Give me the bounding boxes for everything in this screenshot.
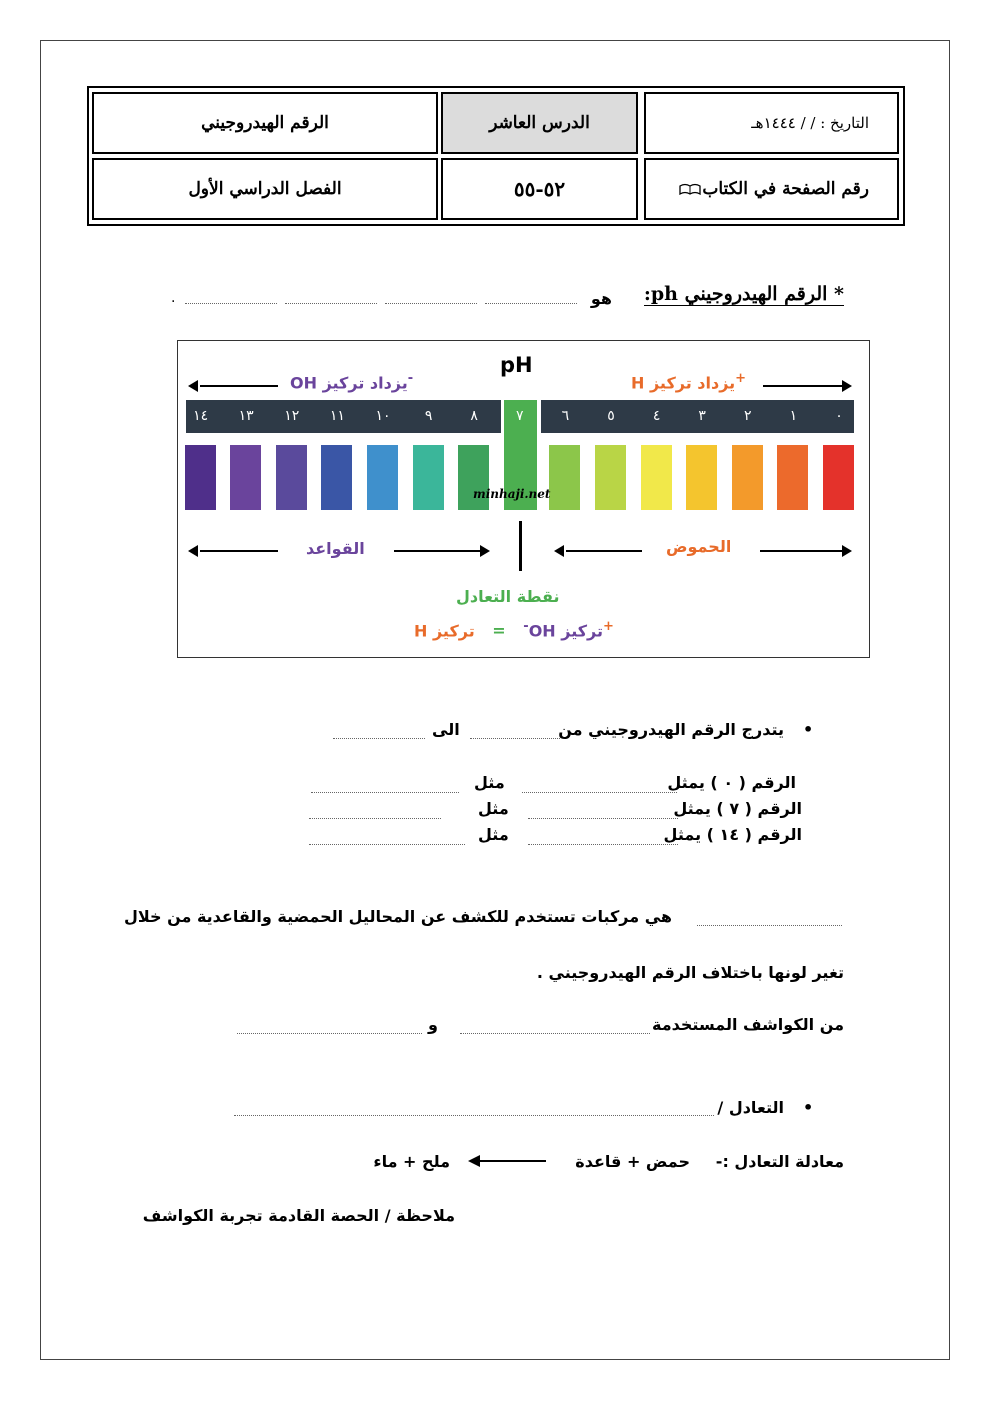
date-cell	[644, 92, 899, 154]
indicators-used: من الكواشف المستخدمة	[652, 1015, 844, 1034]
header-table	[87, 86, 905, 226]
bases-arrow-right-line	[394, 550, 482, 552]
acids-arrow-left-line	[566, 550, 642, 552]
watermark: minhaji.net	[473, 487, 551, 501]
number-row-example-blank-1[interactable]	[309, 818, 441, 819]
ph-swatch-1	[777, 445, 808, 510]
number-row-example-0: مثل	[474, 773, 505, 792]
ph-number-4: ٤	[652, 408, 661, 424]
definition-term: * الرقم الهيدروجيني ph:	[643, 283, 844, 305]
lesson-number: الدرس العاشر	[489, 113, 590, 133]
equation-arrow-line	[480, 1160, 546, 1162]
ph-swatch-6	[549, 445, 580, 510]
number-row-meaning-blank-1[interactable]	[528, 818, 678, 819]
definition-blank-1[interactable]	[485, 303, 577, 304]
date-label: التاريخ : / / ١٤٤٤هـ	[751, 114, 869, 132]
equation-label: معادلة التعادل :-	[715, 1152, 844, 1171]
neutral-point-label: نقطة التعادل	[456, 587, 560, 606]
pages-range: ٥٢-٥٥	[513, 177, 566, 201]
ph-number-3: ٣	[698, 408, 706, 424]
eq-equals: =	[492, 621, 506, 641]
number-row-meaning-blank-0[interactable]	[522, 792, 677, 793]
page-label: رقم الصفحة في الكتاب	[702, 179, 869, 199]
indicator-blank-1[interactable]	[460, 1033, 650, 1034]
number-row-example-blank-0[interactable]	[311, 792, 459, 793]
ph-number-8: ٨	[470, 408, 478, 424]
number-row-example-blank-2[interactable]	[309, 844, 465, 845]
ph-number-0: ٠	[835, 408, 843, 424]
bases-label: القواعد	[306, 539, 365, 558]
equation-reactants: حمض + قاعدة	[575, 1152, 690, 1171]
neutralization-bullet: •	[803, 1098, 814, 1117]
range-to-blank[interactable]	[333, 738, 425, 739]
bases-arrow-right-head	[480, 545, 490, 557]
ph-number-2: ٢	[744, 408, 752, 424]
acid-top-arrow-head	[842, 380, 852, 392]
ph-swatch-3	[686, 445, 717, 510]
oh-increase-text: يزداد تركيز OH	[290, 373, 408, 393]
semester: الفصل الدراسي الأول	[188, 179, 342, 199]
note: ملاحظة / الحصة القادمة تجربة الكواشف	[142, 1206, 455, 1225]
definition-blank-2[interactable]	[385, 303, 477, 304]
ph-swatch-0	[823, 445, 854, 510]
ph-number-12: ١٢	[284, 408, 300, 424]
bases-arrow-left-line	[200, 550, 278, 552]
number-row-label-2: الرقم ( ١٤ ) يمثل	[663, 825, 802, 844]
pages-cell	[441, 158, 638, 220]
acids-label: الحموض	[666, 537, 732, 556]
ph-swatch-9	[413, 445, 444, 510]
ph-swatch-5	[595, 445, 626, 510]
indicators-term-blank[interactable]	[697, 925, 842, 926]
range-lead: يتدرج الرقم الهيدروجيني من	[558, 720, 784, 739]
number-row-example-2: مثل	[478, 825, 509, 844]
acid-top-arrow-line	[763, 385, 848, 387]
range-bullet: •	[803, 720, 814, 739]
base-top-arrow-head	[188, 380, 198, 392]
page-cell	[644, 158, 899, 220]
definition-end: .	[171, 290, 176, 306]
h-increase-label	[631, 371, 746, 392]
book-icon	[679, 183, 701, 195]
definition-row	[144, 283, 844, 313]
acids-arrow-left-head	[554, 545, 564, 557]
indicators-and: و	[428, 1015, 438, 1034]
indicators-line-2: تغير لونها باختلاف الرقم الهيدروجيني .	[536, 963, 844, 982]
ph-number-10: ١٠	[375, 408, 391, 424]
number-row-label-0: الرقم ( ٠ ) يمثل	[667, 773, 796, 792]
ph-swatch-10	[367, 445, 398, 510]
semester-cell	[92, 158, 438, 220]
range-to: الى	[432, 720, 460, 739]
number-row-meaning-blank-2[interactable]	[528, 844, 678, 845]
ph-number-1: ١	[789, 408, 798, 424]
ph-number-5: ٥	[607, 408, 615, 424]
eq-h-plus: +	[603, 619, 614, 634]
ph-number-9: ٩	[424, 408, 433, 424]
ph-number-14: ١٤	[193, 408, 209, 424]
ph-number-13: ١٣	[238, 408, 254, 424]
ph-number-7: ٧	[516, 408, 524, 424]
ph-chart	[177, 340, 870, 658]
definition-is: هو	[590, 289, 612, 308]
indicators-line-1: هي مركبات تستخدم للكشف عن المحاليل الحمضية والقاعدية من خلال	[123, 907, 672, 926]
ph-swatch-11	[321, 445, 352, 510]
oh-minus: -	[407, 371, 414, 386]
definition-blank-4[interactable]	[185, 303, 277, 304]
acids-arrow-right-line	[760, 550, 848, 552]
neutralization-blank[interactable]	[234, 1115, 714, 1116]
ph-swatch-14	[185, 445, 216, 510]
equation-arrow-head	[468, 1155, 480, 1167]
neutralization-label: التعادل /	[717, 1098, 784, 1117]
ph-swatch-2	[732, 445, 763, 510]
ph-number-11: ١١	[329, 408, 345, 424]
base-top-arrow-line	[200, 385, 278, 387]
equal-concentration-row	[414, 619, 614, 640]
lesson-title-cell	[92, 92, 438, 154]
ph-swatch-12	[276, 445, 307, 510]
ph-swatch-13	[230, 445, 261, 510]
equation-products: ملح + ماء	[373, 1152, 450, 1171]
number-row-label-1: الرقم ( ٧ ) يمثل	[673, 799, 802, 818]
eq-oh-text: تركيز OH	[528, 621, 604, 641]
definition-blank-3[interactable]	[285, 303, 377, 304]
acids-arrow-right-head	[842, 545, 852, 557]
ph-number-6: ٦	[561, 408, 570, 424]
h-increase-text: يزداد تركيز H	[631, 373, 736, 393]
bases-arrow-left-head	[188, 545, 198, 557]
eq-oh-minus: -	[523, 619, 529, 634]
ph-title: pH	[500, 353, 533, 377]
oh-increase-label	[290, 371, 413, 392]
lesson-title: الرقم الهيدروجيني	[201, 113, 329, 133]
h-plus: +	[735, 371, 747, 386]
eq-h-text: تركيز H	[414, 621, 475, 641]
indicator-blank-2[interactable]	[237, 1033, 422, 1034]
range-from-blank[interactable]	[470, 738, 560, 739]
lesson-number-cell	[441, 92, 638, 154]
ph-swatch-4	[641, 445, 672, 510]
neutral-divider	[519, 521, 522, 571]
number-row-example-1: مثل	[478, 799, 509, 818]
